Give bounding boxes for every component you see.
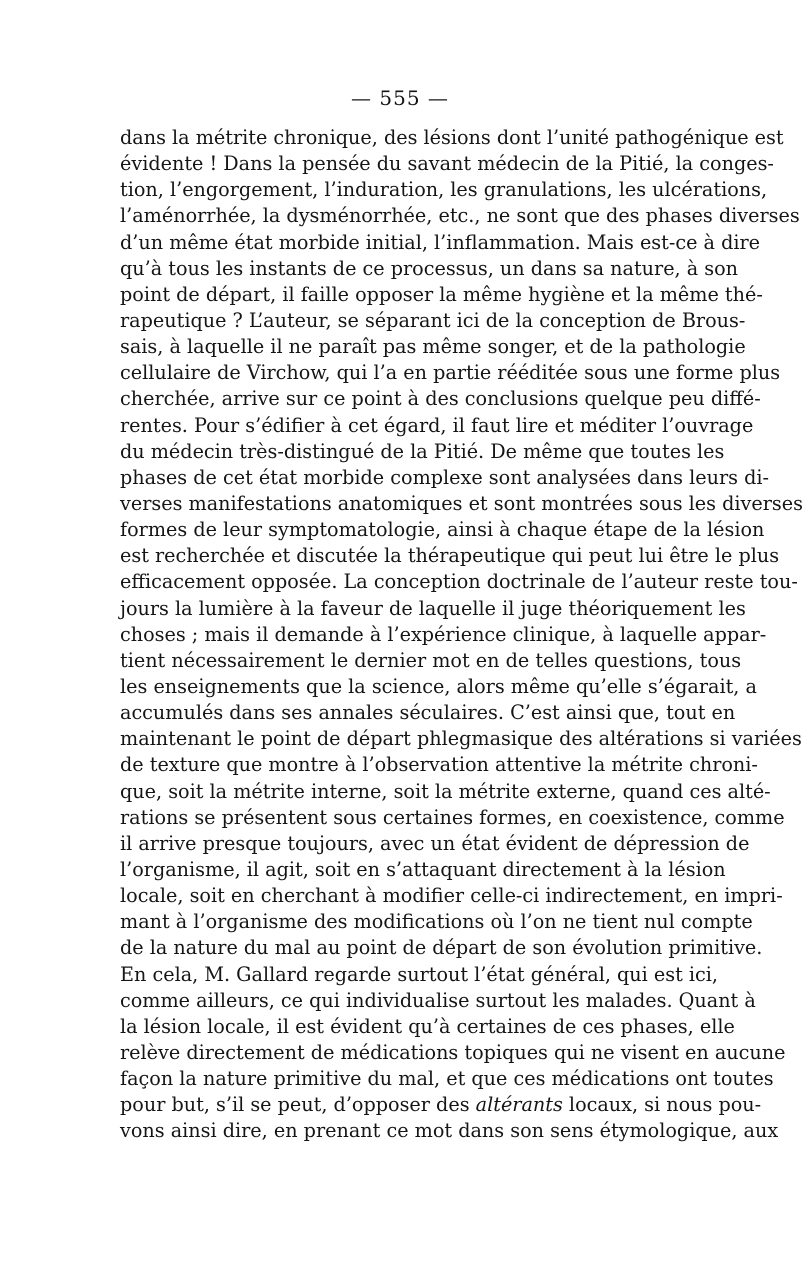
text-line-11: cherchée, arrive sur ce point à des conclusions quelque peu diffé-: [120, 387, 761, 411]
text-line-27: rations se présentent sous certaines formes, en coexistence, comme: [120, 805, 785, 829]
text-line-5: d’un même état morbide initial, l’inflammation. Mais est-ce à dire: [120, 230, 761, 254]
body-text: [120, 125, 803, 1144]
text-line-23: accumulés dans ses annales séculaires. C’est ainsi que, tout en: [120, 701, 736, 725]
text-line-3: tion, l’engorgement, l’induration, les granulations, les ulcérations,: [120, 178, 768, 202]
text-line-28: il arrive presque toujours, avec un état évident de dépression de: [120, 831, 750, 855]
text-line-16: formes de leur symptomatologie, ainsi à chaque étape de la lésion: [120, 518, 765, 542]
text-line-30: locale, soit en cherchant à modifier celle-ci indirectement, en impri-: [120, 884, 783, 908]
text-line-19: jours la lumière à la faveur de laquelle il juge théoriquement les: [120, 596, 746, 620]
text-line-35: la lésion locale, il est évident qu’à certaines de ces phases, elle: [120, 1014, 735, 1038]
text-line-20: choses ; mais il demande à l’expérience clinique, à laquelle appar-: [120, 622, 767, 646]
text-line-6: qu’à tous les instants de ce processus, un dans sa nature, à son: [120, 256, 739, 280]
text-line-15: verses manifestations anatomiques et sont montrées sous les diverses: [120, 491, 803, 515]
text-line-26: que, soit la métrite interne, soit la métrite externe, quand ces alté-: [120, 779, 771, 803]
text-line-38: [120, 1092, 762, 1118]
text-line-12: rentes. Pour s’édifier à cet égard, il faut lire et méditer l’ouvrage: [120, 413, 754, 437]
text-line-22: les enseignements que la science, alors même qu’elle s’égarait, a: [120, 674, 757, 698]
page-number: — 555 —: [351, 86, 449, 110]
text-line-10: cellulaire de Virchow, qui l’a en partie rééditée sous une forme plus: [120, 361, 781, 385]
italic-term: altérants: [475, 1093, 563, 1117]
text-line-29: l’organisme, il agit, soit en s’attaquant directement à la lésion: [120, 857, 726, 881]
text-line-17: est recherchée et discutée la thérapeutique qui peut lui être le plus: [120, 544, 780, 568]
text-line-38-start: pour but, s’il se peut, d’opposer des: [120, 1093, 476, 1117]
text-line-8: rapeutique ? L’auteur, se séparant ici de la conception de Brous-: [120, 308, 746, 332]
text-line-1: dans la métrite chronique, des lésions dont l’unité pathogénique est: [120, 126, 784, 149]
text-line-2: évidente ! Dans la pensée du savant médecin de la Pitié, la conges-: [120, 152, 774, 176]
text-line-33: En cela, M. Gallard regarde surtout l’état général, qui est ici,: [120, 962, 719, 986]
text-line-4: l’aménorrhée, la dysménorrhée, etc., ne sont que des phases diverses: [120, 204, 800, 228]
text-line-38-end: locaux, si nous pou-: [562, 1093, 762, 1117]
text-line-7: point de départ, il faille opposer la même hygiène et la même thé-: [120, 282, 763, 306]
text-line-18: efficacement opposée. La conception doctrinale de l’auteur reste tou-: [120, 570, 798, 594]
text-line-34: comme ailleurs, ce qui individualise surtout les malades. Quant à: [120, 988, 756, 1012]
text-line-37: façon la nature primitive du mal, et que ces médications ont toutes: [120, 1067, 774, 1091]
text-line-9: sais, à laquelle il ne paraît pas même songer, et de la pathologie: [120, 335, 746, 359]
text-line-13: du médecin très-distingué de la Pitié. De même que toutes les: [120, 439, 725, 463]
text-line-36: relève directement de médications topiques qui ne visent en aucune: [120, 1040, 786, 1064]
text-line-14: phases de cet état morbide complexe sont analysées dans leurs di-: [120, 465, 769, 489]
text-line-31: mant à l’organisme des modifications où l’on ne tient nul compte: [120, 910, 753, 934]
text-line-24: maintenant le point de départ phlegmasique des altérations si variées: [120, 727, 802, 751]
text-line-32: de la nature du mal au point de départ de son évolution primitive.: [120, 936, 763, 960]
text-line-21: tient nécessairement le dernier mot en de telles questions, tous: [120, 648, 742, 672]
text-line-39: vons ainsi dire, en prenant ce mot dans son sens étymologique, aux: [120, 1119, 779, 1143]
text-line-25: de texture que montre à l’observation attentive la métrite chroni-: [120, 753, 758, 777]
